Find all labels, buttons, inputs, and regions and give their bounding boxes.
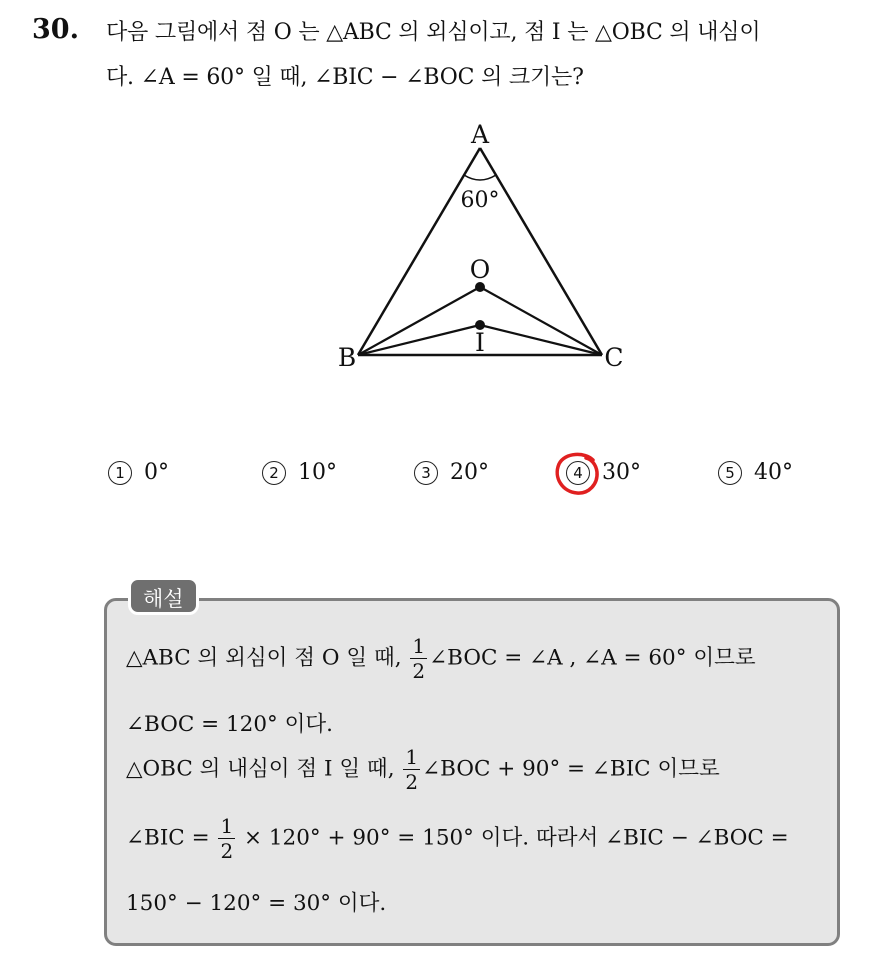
- choice-3[interactable]: [414, 460, 489, 485]
- choice-1-number: 1: [108, 461, 132, 485]
- solution-line-1-pre: △ABC 의 외심이 점 O 일 때,: [126, 645, 402, 671]
- choice-2[interactable]: [262, 460, 337, 485]
- side-ac: [480, 148, 602, 355]
- solution-line-3-pre: △OBC 의 내심이 점 I 일 때,: [126, 756, 395, 782]
- choice-5-text: 40°: [754, 460, 793, 485]
- choice-4-number: [566, 461, 590, 485]
- solution-line-4: [126, 816, 789, 861]
- choice-4-text: 30°: [602, 460, 641, 485]
- triangle-diagram: [320, 115, 640, 385]
- choice-1[interactable]: [108, 460, 169, 485]
- question-text-line1: 다음 그림에서 점 O 는 △ABC 의 외심이고, 점 I 는 △OBC 의 내심이: [106, 20, 761, 45]
- fraction-numerator: 1: [220, 814, 234, 838]
- choice-4[interactable]: [566, 460, 641, 485]
- label-o: O: [469, 255, 491, 284]
- fraction-half: [410, 636, 427, 681]
- angle-label: 60°: [460, 188, 500, 213]
- choice-2-text: 10°: [298, 460, 337, 485]
- solution-line-3: [126, 747, 720, 792]
- solution-line-1-post: ∠BOC = ∠A , ∠A = 60° 이므로: [429, 645, 756, 671]
- solution-line-4-post: × 120° + 90° = 150° 이다. 따라서 ∠BIC − ∠BOC =: [244, 825, 789, 851]
- fraction-denominator: 2: [405, 770, 419, 794]
- choice-3-number: 3: [414, 461, 438, 485]
- answer-choices: [0, 460, 884, 500]
- choice-2-number: 2: [262, 461, 286, 485]
- question-number: 30.: [32, 14, 79, 45]
- question-text-line2: 다. ∠A = 60° 일 때, ∠BIC − ∠BOC 의 크기는?: [106, 65, 584, 90]
- angle-arc: [464, 175, 496, 180]
- fraction-denominator: 2: [412, 659, 426, 683]
- segment-ci: [480, 325, 602, 355]
- fraction-half: [218, 816, 235, 861]
- solution-line-3-post: ∠BOC + 90° = ∠BIC 이므로: [422, 756, 720, 782]
- triangle-figure: [320, 115, 640, 385]
- segment-co: [480, 287, 602, 355]
- choice-5-number: 5: [718, 461, 742, 485]
- segment-bi: [358, 325, 480, 355]
- fraction-numerator: 1: [405, 745, 419, 769]
- solution-line-5: 150° − 120° = 30° 이다.: [126, 891, 387, 916]
- segment-bo: [358, 287, 480, 355]
- label-c: C: [604, 343, 624, 372]
- fraction-denominator: 2: [220, 839, 234, 863]
- label-a: A: [470, 120, 490, 149]
- side-ab: [358, 148, 480, 355]
- choice-3-text: 20°: [450, 460, 489, 485]
- choice-4-number-text: 4: [573, 463, 583, 482]
- choice-5[interactable]: [718, 460, 793, 485]
- solution-line-1: [126, 636, 756, 681]
- solution-line-2: ∠BOC = 120° 이다.: [126, 712, 333, 737]
- label-b: B: [337, 343, 357, 372]
- fraction-numerator: 1: [412, 634, 426, 658]
- label-i: I: [475, 328, 485, 357]
- solution-tab: 해설: [128, 577, 199, 615]
- solution-line-4-pre: ∠BIC =: [126, 825, 210, 851]
- fraction-half: [403, 747, 420, 792]
- choice-1-text: 0°: [144, 460, 169, 485]
